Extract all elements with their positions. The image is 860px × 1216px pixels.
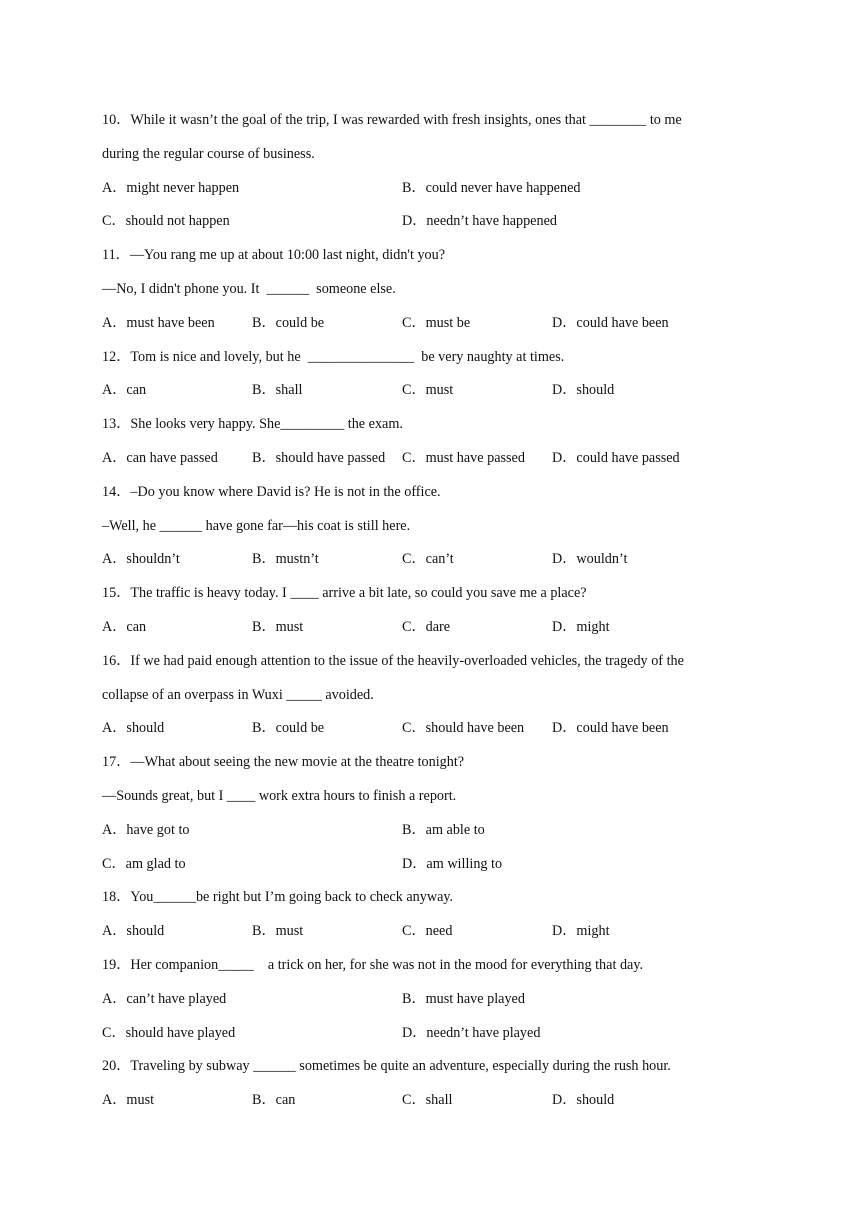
question-text-line: 12．Tom is nice and lovely, but he _______________ be very naughty at times. bbox=[102, 349, 565, 365]
answer-option[interactable]: D．am willing to bbox=[402, 856, 503, 872]
question-text-line: 11．—You rang me up at about 10:00 last night, didn't you? bbox=[102, 247, 446, 263]
answer-option[interactable]: D．might bbox=[552, 619, 610, 635]
answer-option[interactable]: B．must have played bbox=[402, 991, 525, 1007]
answer-option[interactable]: A．can bbox=[102, 619, 147, 635]
answer-option[interactable]: C．must be bbox=[402, 315, 471, 331]
answer-option[interactable]: C．must have passed bbox=[402, 450, 525, 466]
answer-option[interactable]: D．should bbox=[552, 382, 615, 398]
answer-option[interactable]: C．shall bbox=[402, 1092, 453, 1108]
question-text-line: 15．The traffic is heavy today. I ____ arrive a bit late, so could you save me a place? bbox=[102, 585, 587, 601]
answer-option[interactable]: D．needn’t have played bbox=[402, 1025, 541, 1041]
answer-option[interactable]: D．could have been bbox=[552, 315, 669, 331]
answer-option[interactable]: B．could be bbox=[252, 720, 325, 736]
answer-option[interactable]: B．mustn’t bbox=[252, 551, 319, 567]
question-text-line: 19．Her companion_____ a trick on her, for she was not in the mood for everything that day. bbox=[102, 957, 644, 973]
answer-option[interactable]: B．shall bbox=[252, 382, 303, 398]
question-text-line: 20．Traveling by subway ______ sometimes be quite an adventure, especially during the rush hour. bbox=[102, 1058, 671, 1074]
answer-option[interactable]: C．am glad to bbox=[102, 856, 186, 872]
answer-option[interactable]: D．needn’t have happened bbox=[402, 213, 557, 229]
question-text-line: 14．–Do you know where David is? He is not in the office. bbox=[102, 484, 441, 500]
answer-option[interactable]: C．must bbox=[402, 382, 454, 398]
question-text-line: collapse of an overpass in Wuxi _____ avoided. bbox=[102, 687, 374, 703]
answer-option[interactable]: B．can bbox=[252, 1092, 296, 1108]
answer-option[interactable]: C．should not happen bbox=[102, 213, 230, 229]
answer-option[interactable]: C．should have played bbox=[102, 1025, 236, 1041]
answer-option[interactable]: C．dare bbox=[402, 619, 451, 635]
answer-option[interactable]: A．should bbox=[102, 720, 165, 736]
answer-option[interactable]: B．am able to bbox=[402, 822, 485, 838]
answer-option[interactable]: D．should bbox=[552, 1092, 615, 1108]
answer-option[interactable]: A．must bbox=[102, 1092, 155, 1108]
answer-option[interactable]: A．have got to bbox=[102, 822, 190, 838]
question-text-line: —Sounds great, but I ____ work extra hours to finish a report. bbox=[102, 788, 457, 804]
question-text-line: 10．While it wasn’t the goal of the trip, I was rewarded with fresh insights, ones that ________ to me bbox=[102, 112, 682, 128]
question-text-line: –Well, he ______ have gone far—his coat is still here. bbox=[102, 518, 411, 534]
question-text-line: 16．If we had paid enough attention to the issue of the heavily-overloaded vehicles, the tragedy of the bbox=[102, 653, 684, 669]
answer-option[interactable]: B．must bbox=[252, 923, 304, 939]
answer-option[interactable]: C．can’t bbox=[402, 551, 454, 567]
answer-option[interactable]: B．could never have happened bbox=[402, 180, 581, 196]
answer-option[interactable]: A．must have been bbox=[102, 315, 215, 331]
question-text-line: 18．You______be right but I’m going back to check anyway. bbox=[102, 889, 454, 905]
answer-option[interactable]: A．can’t have played bbox=[102, 991, 227, 1007]
question-text-line: 13．She looks very happy. She_________ the exam. bbox=[102, 416, 403, 432]
answer-option[interactable]: C．need bbox=[402, 923, 453, 939]
answer-option[interactable]: A．should bbox=[102, 923, 165, 939]
answer-option[interactable]: B．must bbox=[252, 619, 304, 635]
answer-option[interactable]: A．might never happen bbox=[102, 180, 240, 196]
answer-option[interactable]: B．could be bbox=[252, 315, 325, 331]
answer-option[interactable]: D．wouldn’t bbox=[552, 551, 628, 567]
question-text-line: —No, I didn't phone you. It ______ someone else. bbox=[102, 281, 396, 297]
answer-option[interactable]: D．might bbox=[552, 923, 610, 939]
answer-option[interactable]: A．can have passed bbox=[102, 450, 218, 466]
answer-option[interactable]: A．shouldn’t bbox=[102, 551, 180, 567]
question-text-line: during the regular course of business. bbox=[102, 146, 315, 162]
answer-option[interactable]: D．could have been bbox=[552, 720, 669, 736]
question-text-line: 17．—What about seeing the new movie at the theatre tonight? bbox=[102, 754, 465, 770]
answer-option[interactable]: D．could have passed bbox=[552, 450, 680, 466]
answer-option[interactable]: C．should have been bbox=[402, 720, 525, 736]
answer-option[interactable]: A．can bbox=[102, 382, 147, 398]
answer-option[interactable]: B．should have passed bbox=[252, 450, 386, 466]
